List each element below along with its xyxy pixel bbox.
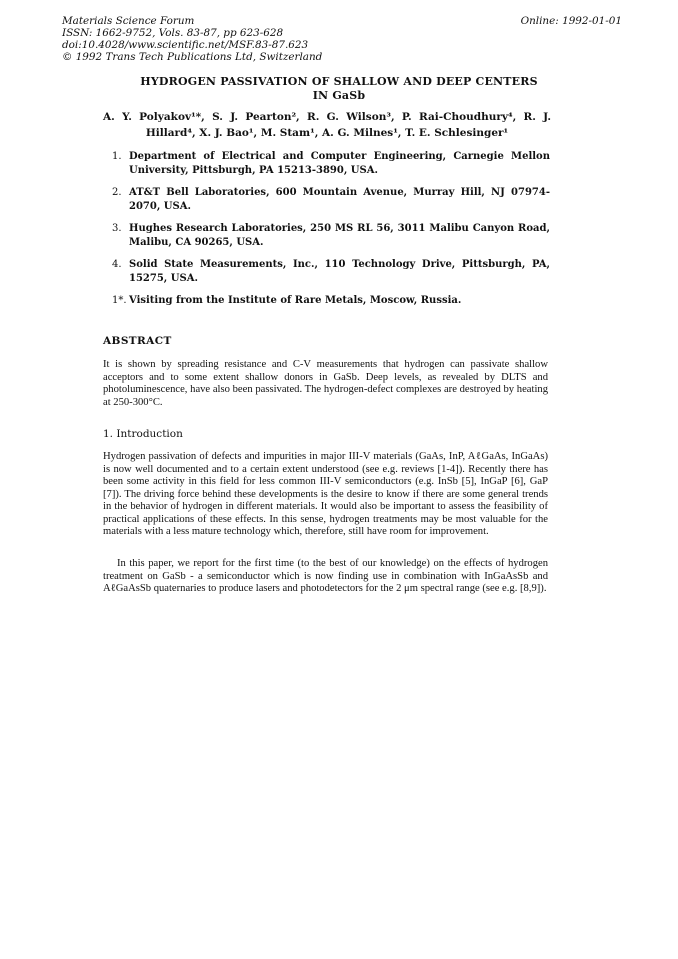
introduction-paragraph-1: Hydrogen passivation of defects and impurities in major III-V materials (GaAs, InP, AℓGaAs, InGaAs) is now well documented and to a certain extent understood (see e.g. reviews [1-4]). Recently there has been some activity in this field for less common III-V semiconductors (e.g. InSb [5], InGaP [6], GaP [7]). The driving force behind these developments is the desire to know if there are some general trends in the behavior of hydrogen in different materials. It would also be important to assess the feasibility of practical applications of these effects. In this sense, hydrogen treatments may be most valuable for the materials with a less mature technology which, therefore, still have room for improvement. bbox=[103, 451, 548, 538]
doi-line: doi:10.4028/www.scientific.net/MSF.83-87.623 bbox=[62, 39, 309, 52]
affiliation-item bbox=[112, 222, 550, 250]
issn-line: ISSN: 1662-9752, Vols. 83-87, pp 623-628 bbox=[62, 27, 284, 40]
affiliation-text: AT&T Bell Laboratories, 600 Mountain Avenue, Murray Hill, NJ 07974-2070, USA. bbox=[129, 187, 550, 212]
affiliation-item bbox=[112, 186, 550, 214]
publication-meta bbox=[62, 15, 622, 63]
abstract-heading: ABSTRACT bbox=[103, 335, 172, 347]
affiliation-text: Department of Electrical and Computer Engineering, Carnegie Mellon University, Pittsburgh, PA 15213-3890, USA. bbox=[129, 151, 550, 176]
affiliation-item-visiting bbox=[112, 294, 550, 308]
affiliation-number: 1. bbox=[112, 151, 122, 162]
online-date: Online: 1992-01-01 bbox=[520, 15, 622, 27]
affiliation-list bbox=[112, 150, 550, 316]
affiliation-item bbox=[112, 150, 550, 178]
journal-name: Materials Science Forum bbox=[62, 15, 195, 27]
affiliation-text: Solid State Measurements, Inc., 110 Technology Drive, Pittsburgh, PA, 15275, USA. bbox=[129, 259, 550, 284]
title-line-2: IN GaSb bbox=[312, 89, 366, 102]
introduction-heading: 1. Introduction bbox=[103, 428, 183, 440]
affiliation-number: 3. bbox=[112, 223, 122, 234]
title-line-1: HYDROGEN PASSIVATION OF SHALLOW AND DEEP CENTERS bbox=[140, 75, 538, 88]
affiliation-text: Visiting from the Institute of Rare Metals, Moscow, Russia. bbox=[129, 295, 462, 306]
copyright-line: © 1992 Trans Tech Publications Ltd, Switzerland bbox=[62, 51, 323, 64]
abstract-text: It is shown by spreading resistance and C-V measurements that hydrogen can passivate shallow acceptors and to some extent shallow donors in GaSb. Deep levels, as revealed by DLTS and photoluminescence, have also been passivated. The hydrogen-defect complexes are destroyed by heating at 250-300°C. bbox=[103, 359, 548, 408]
affiliation-number: 4. bbox=[112, 259, 122, 270]
introduction-paragraph-2: In this paper, we report for the first time (to the best of our knowledge) on the effects of hydrogen treatment on GaSb - a semiconductor which is now finding use in combination with InGaAsSb and AℓGaAsSb quaternaries to produce lasers and photodetectors for the 2 μm spectral range (see e.g. [8,9]). bbox=[103, 558, 548, 595]
author-list: A. Y. Polyakov¹*, S. J. Pearton², R. G. Wilson³, P. Rai-Choudhury⁴, R. J. Hillard⁴, X. J. Bao¹, M. Stam¹, A. G. Milnes¹, T. E. Schlesinger¹ bbox=[103, 111, 551, 139]
affiliation-text: Hughes Research Laboratories, 250 MS RL 56, 3011 Malibu Canyon Road, Malibu, CA 90265, USA. bbox=[129, 223, 550, 248]
paper-title bbox=[90, 75, 588, 103]
affiliation-number: 1*. bbox=[112, 295, 127, 306]
affiliation-number: 2. bbox=[112, 187, 122, 198]
affiliation-item bbox=[112, 258, 550, 286]
